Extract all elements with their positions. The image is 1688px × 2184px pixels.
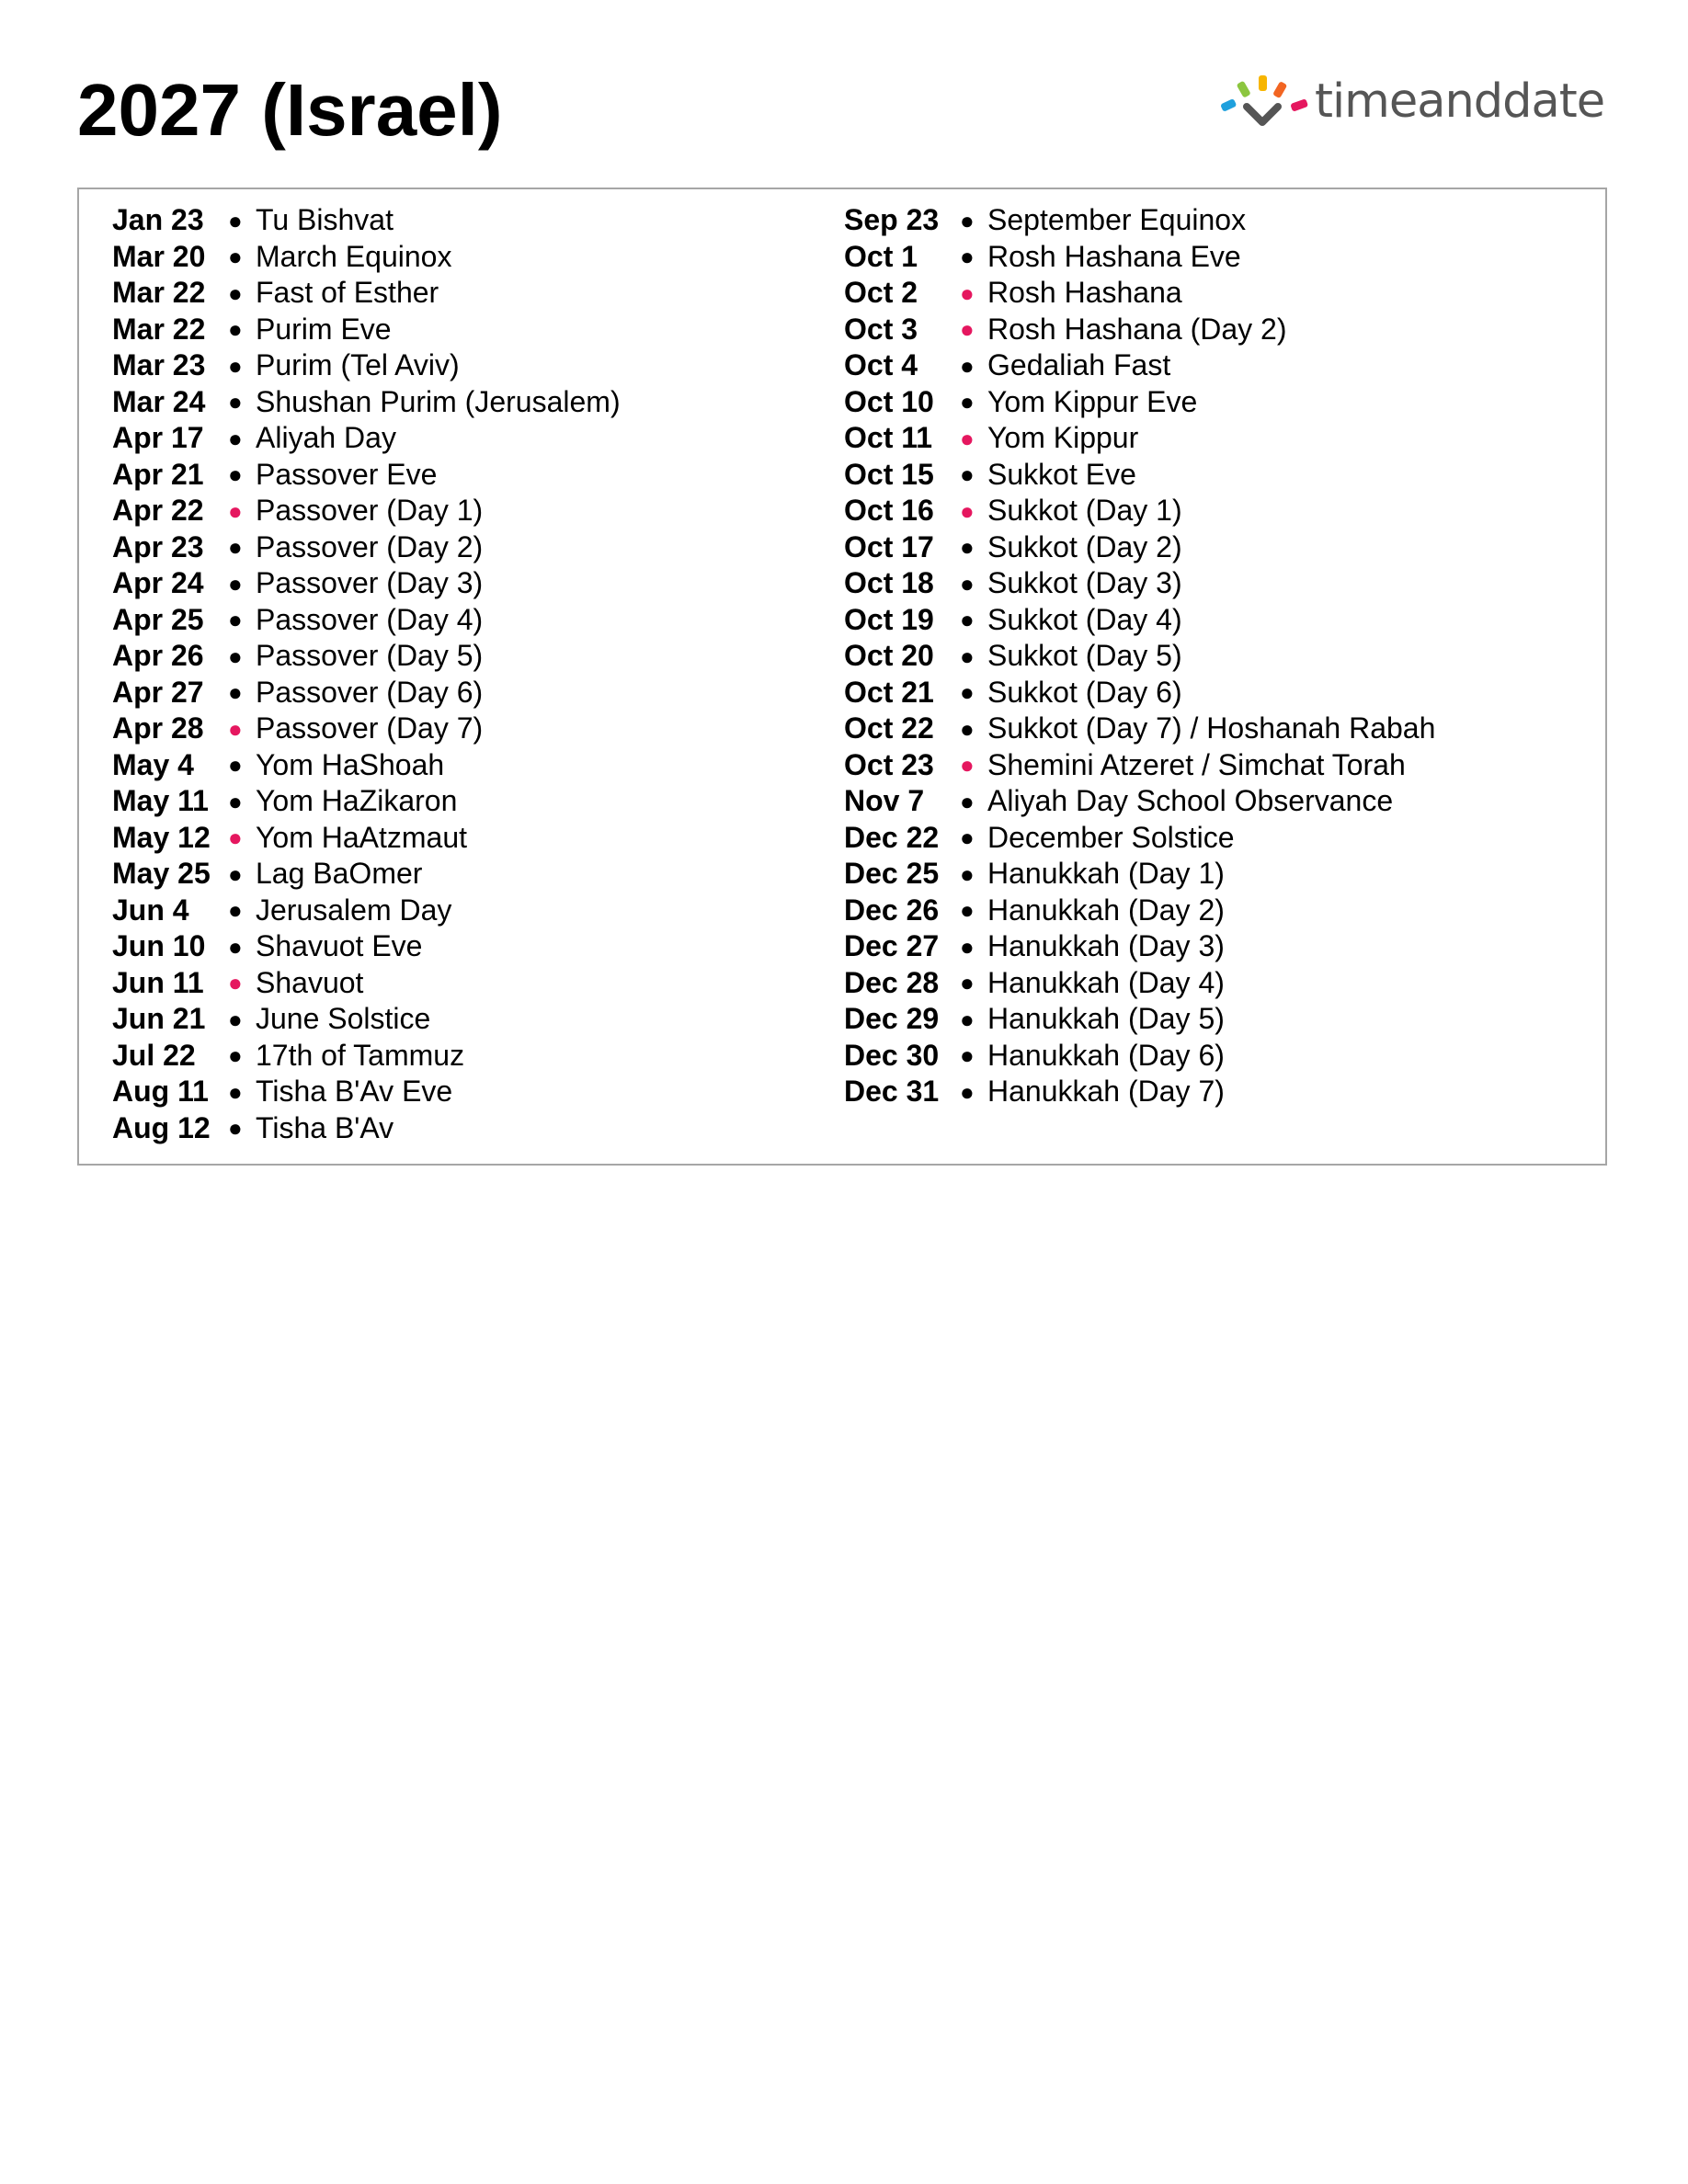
holiday-name: December Solstice [987, 820, 1235, 854]
holiday-name: Passover (Day 6) [256, 675, 484, 709]
public-holiday-bullet-icon: ● [960, 496, 975, 525]
observance-bullet-icon: ● [228, 1077, 243, 1106]
holiday-name: Jerusalem Day [256, 893, 452, 927]
holiday-row [112, 312, 811, 348]
holiday-name: March Equinox [256, 239, 452, 273]
holiday-name: June Solstice [256, 1002, 431, 1036]
holiday-date: Oct 21 [844, 675, 934, 709]
holiday-date: Dec 28 [844, 965, 940, 999]
holiday-name: Gedaliah Fast [987, 348, 1171, 382]
holiday-row [844, 783, 1543, 820]
observance-bullet-icon: ● [960, 787, 975, 815]
holiday-name: Yom Kippur Eve [987, 384, 1198, 418]
public-holiday-bullet-icon: ● [228, 969, 243, 997]
observance-bullet-icon: ● [960, 678, 975, 707]
timeanddate-logo[interactable] [1219, 74, 1604, 131]
holiday-row [112, 275, 811, 312]
holiday-date: Sep 23 [844, 203, 940, 237]
public-holiday-bullet-icon: ● [960, 279, 975, 307]
holiday-row [112, 820, 811, 857]
holiday-row [844, 565, 1543, 602]
holiday-row [844, 239, 1543, 276]
holiday-row [112, 457, 811, 494]
holiday-row [844, 675, 1543, 711]
holiday-name: Lag BaOmer [256, 857, 423, 891]
holiday-name: Passover (Day 4) [256, 602, 484, 636]
observance-bullet-icon: ● [960, 969, 975, 997]
observance-bullet-icon: ● [228, 388, 243, 416]
holiday-row [844, 420, 1543, 457]
holiday-date: Oct 1 [844, 239, 918, 273]
holiday-row [112, 965, 811, 1002]
holiday-date: Apr 23 [112, 529, 204, 563]
holiday-row [844, 457, 1543, 494]
holiday-date: Oct 19 [844, 602, 934, 636]
holiday-row [844, 1038, 1543, 1075]
holiday-name: Hanukkah (Day 5) [987, 1002, 1225, 1036]
holiday-name: Sukkot Eve [987, 457, 1136, 491]
holiday-date: Oct 23 [844, 747, 934, 781]
public-holiday-bullet-icon: ● [228, 496, 243, 525]
holiday-date: Dec 27 [844, 929, 940, 963]
holiday-date: Apr 21 [112, 457, 204, 491]
holiday-date: Oct 2 [844, 276, 918, 310]
holiday-date: Dec 25 [844, 857, 940, 891]
holiday-name: Sukkot (Day 4) [987, 602, 1182, 636]
logo-text: timeanddate [1315, 74, 1605, 129]
holiday-date: Oct 18 [844, 566, 934, 600]
holiday-row [112, 1001, 811, 1038]
holiday-row [844, 312, 1543, 348]
holiday-row [844, 1074, 1543, 1110]
holiday-date: Jun 11 [112, 965, 204, 999]
holiday-date: Dec 29 [844, 1002, 940, 1036]
holiday-row [112, 638, 811, 675]
holiday-row [844, 893, 1543, 929]
holiday-name: Aliyah Day [256, 421, 396, 455]
holiday-row [112, 493, 811, 529]
holiday-row [112, 347, 811, 384]
holiday-name: Yom HaZikaron [256, 784, 458, 818]
holiday-date: Oct 17 [844, 529, 934, 563]
observance-bullet-icon: ● [960, 642, 975, 670]
observance-bullet-icon: ● [228, 533, 243, 562]
observance-bullet-icon: ● [960, 461, 975, 489]
page-title: 2027 (Israel) [77, 69, 503, 151]
holiday-name: Yom HaShoah [256, 747, 445, 781]
observance-bullet-icon: ● [960, 1005, 975, 1033]
holiday-date: Apr 27 [112, 675, 204, 709]
observance-bullet-icon: ● [960, 714, 975, 743]
holiday-date: May 11 [112, 784, 209, 818]
holiday-name: September Equinox [987, 203, 1247, 237]
holiday-date: Mar 24 [112, 384, 206, 418]
holiday-date: Apr 17 [112, 421, 204, 455]
holiday-row [112, 747, 811, 784]
holiday-date: May 4 [112, 747, 194, 781]
observance-bullet-icon: ● [228, 351, 243, 380]
holiday-row [112, 529, 811, 566]
holiday-date: Apr 26 [112, 639, 204, 673]
holiday-date: Oct 4 [844, 348, 918, 382]
holiday-name: Hanukkah (Day 2) [987, 893, 1225, 927]
holiday-name: Passover (Day 5) [256, 639, 484, 673]
holiday-column-left [112, 202, 811, 1146]
holiday-name: Shemini Atzeret / Simchat Torah [987, 747, 1406, 781]
holiday-name: Fast of Esther [256, 276, 439, 310]
holiday-date: Oct 16 [844, 494, 934, 528]
holiday-name: Purim (Tel Aviv) [256, 348, 460, 382]
holiday-name: Shavuot [256, 965, 364, 999]
holiday-row [844, 1001, 1543, 1038]
holiday-row [844, 856, 1543, 893]
holiday-row [112, 565, 811, 602]
observance-bullet-icon: ● [228, 606, 243, 634]
holiday-date: Jun 4 [112, 893, 189, 927]
holiday-name: Hanukkah (Day 6) [987, 1038, 1225, 1072]
holiday-name: Rosh Hashana [987, 276, 1182, 310]
holiday-name: Sukkot (Day 3) [987, 566, 1182, 600]
holiday-name: Passover Eve [256, 457, 438, 491]
holiday-date: Mar 23 [112, 348, 206, 382]
holiday-name: Purim Eve [256, 312, 392, 346]
holiday-date: Oct 20 [844, 639, 934, 673]
observance-bullet-icon: ● [228, 1041, 243, 1070]
holiday-date: Dec 31 [844, 1075, 940, 1109]
holiday-date: Nov 7 [844, 784, 925, 818]
observance-bullet-icon: ● [228, 787, 243, 815]
observance-bullet-icon: ● [960, 569, 975, 597]
holiday-date: Apr 28 [112, 711, 204, 745]
holiday-name: Sukkot (Day 6) [987, 675, 1182, 709]
holiday-name: Rosh Hashana Eve [987, 239, 1241, 273]
holiday-name: 17th of Tammuz [256, 1038, 465, 1072]
holiday-row [112, 239, 811, 276]
observance-bullet-icon: ● [960, 243, 975, 271]
observance-bullet-icon: ● [960, 1041, 975, 1070]
holiday-date: Apr 25 [112, 602, 204, 636]
observance-bullet-icon: ● [228, 315, 243, 344]
holiday-row [844, 747, 1543, 784]
observance-bullet-icon: ● [228, 243, 243, 271]
holiday-name: Passover (Day 2) [256, 529, 484, 563]
public-holiday-bullet-icon: ● [228, 824, 243, 852]
holiday-date: Oct 22 [844, 711, 934, 745]
observance-bullet-icon: ● [960, 206, 975, 234]
holiday-date: May 25 [112, 857, 211, 891]
holiday-row [844, 347, 1543, 384]
holiday-date: Oct 10 [844, 384, 934, 418]
observance-bullet-icon: ● [228, 461, 243, 489]
holiday-name: Tisha B'Av Eve [256, 1075, 453, 1109]
observance-bullet-icon: ● [228, 642, 243, 670]
timeanddate-logo-icon [1219, 74, 1311, 131]
holiday-row [112, 1038, 811, 1075]
observance-bullet-icon: ● [228, 678, 243, 707]
observance-bullet-icon: ● [228, 896, 243, 925]
holiday-name: Sukkot (Day 5) [987, 639, 1182, 673]
holiday-row [112, 783, 811, 820]
observance-bullet-icon: ● [228, 932, 243, 961]
holiday-date: Mar 20 [112, 239, 206, 273]
observance-bullet-icon: ● [960, 388, 975, 416]
holiday-name: Aliyah Day School Observance [987, 784, 1394, 818]
public-holiday-bullet-icon: ● [228, 714, 243, 743]
holiday-row [112, 202, 811, 239]
holiday-date: Jun 21 [112, 1002, 206, 1036]
holiday-row [112, 384, 811, 421]
holiday-row [112, 928, 811, 965]
observance-bullet-icon: ● [960, 351, 975, 380]
holiday-row [112, 1074, 811, 1110]
observance-bullet-icon: ● [960, 932, 975, 961]
holiday-date: Oct 15 [844, 457, 934, 491]
holiday-date: Dec 26 [844, 893, 940, 927]
public-holiday-bullet-icon: ● [960, 751, 975, 779]
holiday-name: Hanukkah (Day 1) [987, 857, 1225, 891]
holiday-row [844, 638, 1543, 675]
holiday-name: Hanukkah (Day 4) [987, 965, 1225, 999]
holiday-date: Dec 30 [844, 1038, 940, 1072]
holiday-date: Aug 12 [112, 1110, 211, 1144]
holiday-name: Yom Kippur [987, 421, 1139, 455]
holiday-name: Sukkot (Day 2) [987, 529, 1182, 563]
holiday-date: Dec 22 [844, 820, 940, 854]
holiday-name: Tisha B'Av [256, 1110, 394, 1144]
observance-bullet-icon: ● [228, 1114, 243, 1143]
holiday-row [844, 529, 1543, 566]
holiday-name: Sukkot (Day 1) [987, 494, 1182, 528]
observance-bullet-icon: ● [960, 824, 975, 852]
observance-bullet-icon: ● [228, 569, 243, 597]
holiday-name: Tu Bishvat [256, 203, 393, 237]
holiday-name: Shavuot Eve [256, 929, 423, 963]
holiday-row [112, 602, 811, 639]
observance-bullet-icon: ● [960, 1077, 975, 1106]
observance-bullet-icon: ● [228, 1005, 243, 1033]
holiday-row [844, 384, 1543, 421]
holiday-list-box [77, 188, 1607, 1166]
holiday-date: Jun 10 [112, 929, 206, 963]
holiday-row [844, 711, 1543, 747]
observance-bullet-icon: ● [960, 859, 975, 888]
holiday-date: Mar 22 [112, 276, 206, 310]
holiday-row [112, 675, 811, 711]
observance-bullet-icon: ● [960, 896, 975, 925]
holiday-date: Oct 11 [844, 421, 933, 455]
holiday-name: Hanukkah (Day 3) [987, 929, 1225, 963]
holiday-date: Apr 24 [112, 566, 204, 600]
holiday-date: Oct 3 [844, 312, 918, 346]
holiday-row [844, 928, 1543, 965]
observance-bullet-icon: ● [228, 859, 243, 888]
observance-bullet-icon: ● [228, 279, 243, 307]
holiday-row [112, 893, 811, 929]
holiday-name: Passover (Day 3) [256, 566, 484, 600]
holiday-row [844, 493, 1543, 529]
holiday-row [844, 202, 1543, 239]
public-holiday-bullet-icon: ● [960, 424, 975, 452]
observance-bullet-icon: ● [228, 424, 243, 452]
holiday-row [112, 420, 811, 457]
holiday-name: Sukkot (Day 7) / Hoshanah Rabah [987, 711, 1436, 745]
observance-bullet-icon: ● [228, 751, 243, 779]
holiday-row [844, 275, 1543, 312]
holiday-name: Hanukkah (Day 7) [987, 1075, 1225, 1109]
public-holiday-bullet-icon: ● [960, 315, 975, 344]
holiday-row [112, 1110, 811, 1147]
holiday-name: Shushan Purim (Jerusalem) [256, 384, 621, 418]
holiday-date: Jan 23 [112, 203, 204, 237]
holiday-date: May 12 [112, 820, 211, 854]
holiday-name: Yom HaAtzmaut [256, 820, 468, 854]
holiday-row [844, 965, 1543, 1002]
holiday-row [844, 602, 1543, 639]
holiday-row [112, 711, 811, 747]
observance-bullet-icon: ● [960, 606, 975, 634]
holiday-date: Apr 22 [112, 494, 204, 528]
holiday-date: Aug 11 [112, 1075, 209, 1109]
observance-bullet-icon: ● [960, 533, 975, 562]
observance-bullet-icon: ● [228, 206, 243, 234]
holiday-column-right [844, 202, 1543, 1110]
holiday-date: Jul 22 [112, 1038, 196, 1072]
holiday-name: Passover (Day 1) [256, 494, 484, 528]
holiday-name: Rosh Hashana (Day 2) [987, 312, 1287, 346]
holiday-date: Mar 22 [112, 312, 206, 346]
holiday-name: Passover (Day 7) [256, 711, 484, 745]
holiday-row [112, 856, 811, 893]
holiday-row [844, 820, 1543, 857]
